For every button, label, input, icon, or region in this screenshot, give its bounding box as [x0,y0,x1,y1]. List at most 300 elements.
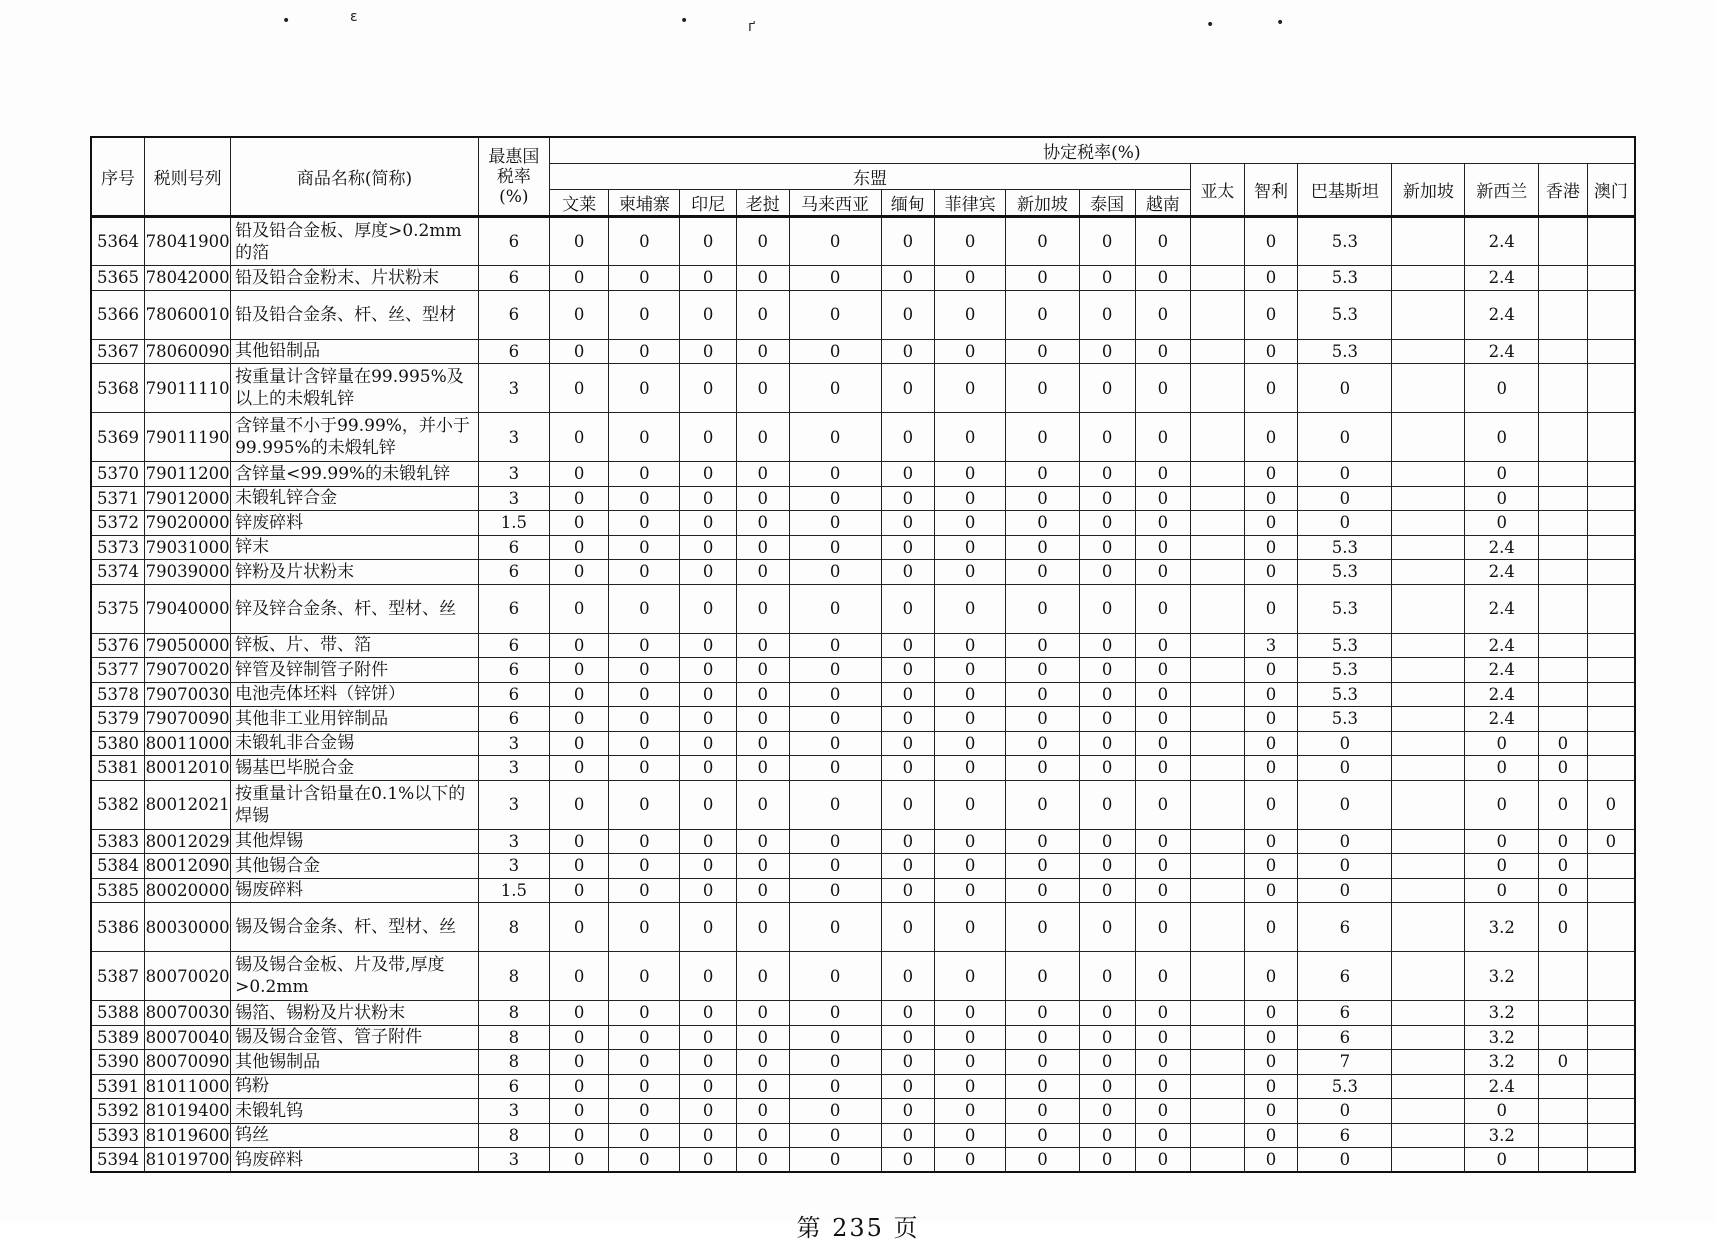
header-name: 商品名称(简称) [231,137,479,217]
cell-hk-rate [1539,462,1588,487]
header-asean: 东盟 [549,164,1190,190]
cell-seq: 5394 [91,1148,145,1173]
cell-asean-rate: 0 [1006,511,1080,536]
cell-asean-rate: 0 [549,584,609,633]
cell-asean-rate: 0 [609,1099,680,1124]
cell-name: 其他非工业用锌制品 [231,707,479,732]
cell-nz-rate: 2.4 [1465,584,1539,633]
cell-asean-rate: 0 [881,756,935,781]
cell-asean-rate: 0 [609,535,680,560]
cell-asean-rate: 0 [1006,217,1080,266]
cell-seq: 5378 [91,682,145,707]
cell-asean-rate: 0 [736,1099,789,1124]
cell-chile-rate: 0 [1244,1123,1298,1148]
cell-macao-rate [1587,339,1635,364]
cell-asean-rate: 0 [736,339,789,364]
cell-asean-rate: 0 [736,535,789,560]
cell-asean-rate: 0 [609,217,680,266]
cell-asean-rate: 0 [680,707,737,732]
cell-asean-rate: 0 [935,486,1006,511]
cell-asean-rate: 0 [789,682,881,707]
cell-asean-rate: 0 [680,756,737,781]
cell-asean-rate: 0 [549,462,609,487]
cell-asean-rate: 0 [935,1123,1006,1148]
cell-asean-rate: 0 [881,682,935,707]
cell-code: 80070040 [145,1025,231,1050]
cell-code: 78042000 [145,266,231,291]
cell-macao-rate [1587,658,1635,683]
cell-chile-rate: 0 [1244,290,1298,339]
scan-speck: • [282,13,291,29]
cell-hk-rate: 0 [1539,829,1588,854]
cell-asean-rate: 0 [549,290,609,339]
cell-asean-rate: 0 [609,878,680,903]
cell-chile-rate: 0 [1244,511,1298,536]
cell-code: 80012029 [145,829,231,854]
cell-asean-rate: 0 [1135,682,1191,707]
cell-apta-rate [1191,780,1245,829]
cell-asean-rate: 0 [549,413,609,462]
cell-seq: 5389 [91,1025,145,1050]
cell-asean-rate: 0 [789,339,881,364]
cell-nz-rate: 3.2 [1465,1050,1539,1075]
cell-asean-rate: 0 [736,952,789,1001]
cell-apta-rate [1191,1025,1245,1050]
cell-asean-rate: 0 [1135,364,1191,413]
cell-asean-rate: 0 [736,756,789,781]
cell-asean-rate: 0 [1079,1025,1135,1050]
cell-asean-rate: 0 [1006,1074,1080,1099]
cell-asean-rate: 0 [680,339,737,364]
cell-chile-rate: 0 [1244,413,1298,462]
cell-nz-rate: 0 [1465,731,1539,756]
header-partner: 澳门 [1587,164,1635,217]
cell-seq: 5383 [91,829,145,854]
cell-chile-rate: 0 [1244,364,1298,413]
cell-asean-rate: 0 [1135,266,1191,291]
cell-asean-rate: 0 [789,462,881,487]
cell-singapore-rate [1392,756,1465,781]
cell-asean-rate: 0 [881,658,935,683]
cell-apta-rate [1191,290,1245,339]
cell-mfn: 8 [478,1025,549,1050]
cell-asean-rate: 0 [789,1123,881,1148]
cell-name: 锌末 [231,535,479,560]
cell-name: 其他锡合金 [231,854,479,879]
header-asean-member: 柬埔寨 [609,190,680,217]
cell-asean-rate: 0 [680,560,737,585]
cell-asean-rate: 0 [736,1001,789,1026]
cell-asean-rate: 0 [549,339,609,364]
cell-asean-rate: 0 [1079,486,1135,511]
cell-asean-rate: 0 [680,1025,737,1050]
cell-code: 79011190 [145,413,231,462]
cell-asean-rate: 0 [549,266,609,291]
cell-asean-rate: 0 [935,266,1006,291]
cell-code: 79050000 [145,633,231,658]
cell-chile-rate: 0 [1244,731,1298,756]
table-row [91,682,1635,707]
cell-asean-rate: 0 [881,339,935,364]
cell-asean-rate: 0 [680,854,737,879]
cell-asean-rate: 0 [935,731,1006,756]
cell-hk-rate: 0 [1539,1050,1588,1075]
cell-nz-rate: 0 [1465,462,1539,487]
cell-asean-rate: 0 [1135,217,1191,266]
cell-asean-rate: 0 [881,486,935,511]
cell-nz-rate: 2.4 [1465,535,1539,560]
cell-chile-rate: 0 [1244,707,1298,732]
cell-asean-rate: 0 [881,731,935,756]
cell-mfn: 1.5 [478,511,549,536]
cell-nz-rate: 2.4 [1465,266,1539,291]
scan-speck: • [1276,15,1285,31]
cell-asean-rate: 0 [549,1025,609,1050]
table-row [91,1148,1635,1173]
cell-chile-rate: 3 [1244,633,1298,658]
cell-asean-rate: 0 [789,584,881,633]
cell-macao-rate [1587,1001,1635,1026]
cell-chile-rate: 0 [1244,903,1298,952]
cell-asean-rate: 0 [736,1050,789,1075]
cell-macao-rate [1587,1099,1635,1124]
table-row [91,1123,1635,1148]
cell-pakistan-rate: 5.3 [1298,266,1392,291]
cell-apta-rate [1191,462,1245,487]
cell-name: 锌管及锌制管子附件 [231,658,479,683]
cell-asean-rate: 0 [881,413,935,462]
cell-apta-rate [1191,364,1245,413]
cell-asean-rate: 0 [609,560,680,585]
cell-seq: 5393 [91,1123,145,1148]
table-row [91,535,1635,560]
cell-hk-rate [1539,1099,1588,1124]
header-mfn: 最惠国 税率 (%) [478,137,549,217]
cell-nz-rate: 2.4 [1465,1074,1539,1099]
cell-macao-rate [1587,486,1635,511]
cell-asean-rate: 0 [881,854,935,879]
cell-hk-rate [1539,560,1588,585]
table-row [91,413,1635,462]
cell-seq: 5379 [91,707,145,732]
cell-hk-rate [1539,535,1588,560]
cell-pakistan-rate: 0 [1298,756,1392,781]
cell-hk-rate [1539,633,1588,658]
table-row [91,217,1635,266]
cell-asean-rate: 0 [1135,903,1191,952]
cell-asean-rate: 0 [935,290,1006,339]
cell-chile-rate: 0 [1244,462,1298,487]
cell-seq: 5390 [91,1050,145,1075]
cell-asean-rate: 0 [549,731,609,756]
header-asean-member: 新加坡 [1006,190,1080,217]
cell-asean-rate: 0 [1006,952,1080,1001]
cell-asean-rate: 0 [935,511,1006,536]
cell-asean-rate: 0 [1135,511,1191,536]
cell-pakistan-rate: 6 [1298,1123,1392,1148]
cell-seq: 5367 [91,339,145,364]
cell-asean-rate: 0 [789,1050,881,1075]
cell-singapore-rate [1392,707,1465,732]
cell-asean-rate: 0 [680,486,737,511]
cell-apta-rate [1191,1148,1245,1173]
cell-code: 81019600 [145,1123,231,1148]
cell-pakistan-rate: 5.3 [1298,290,1392,339]
cell-hk-rate [1539,1148,1588,1173]
cell-asean-rate: 0 [736,829,789,854]
cell-asean-rate: 0 [1079,633,1135,658]
cell-asean-rate: 0 [789,633,881,658]
cell-asean-rate: 0 [609,633,680,658]
cell-singapore-rate [1392,854,1465,879]
cell-nz-rate: 2.4 [1465,707,1539,732]
table-row [91,290,1635,339]
cell-macao-rate [1587,584,1635,633]
cell-chile-rate: 0 [1244,486,1298,511]
cell-pakistan-rate: 5.3 [1298,658,1392,683]
cell-asean-rate: 0 [736,878,789,903]
cell-chile-rate: 0 [1244,780,1298,829]
cell-macao-rate: 0 [1587,829,1635,854]
cell-asean-rate: 0 [1006,903,1080,952]
cell-apta-rate [1191,1001,1245,1026]
cell-pakistan-rate: 7 [1298,1050,1392,1075]
cell-asean-rate: 0 [1006,290,1080,339]
cell-asean-rate: 0 [549,952,609,1001]
cell-asean-rate: 0 [1079,413,1135,462]
cell-name: 按重量计含锌量在99.995%及以上的未煅轧锌 [231,364,479,413]
cell-asean-rate: 0 [1006,780,1080,829]
cell-seq: 5388 [91,1001,145,1026]
cell-hk-rate [1539,1074,1588,1099]
cell-asean-rate: 0 [736,1074,789,1099]
cell-seq: 5365 [91,266,145,291]
cell-code: 78060010 [145,290,231,339]
cell-macao-rate [1587,511,1635,536]
cell-asean-rate: 0 [680,1123,737,1148]
cell-name: 锌废碎料 [231,511,479,536]
cell-asean-rate: 0 [549,780,609,829]
cell-asean-rate: 0 [1135,756,1191,781]
cell-asean-rate: 0 [789,560,881,585]
cell-nz-rate: 2.4 [1465,658,1539,683]
table-row [91,462,1635,487]
table-row [91,266,1635,291]
cell-asean-rate: 0 [1135,1025,1191,1050]
cell-asean-rate: 0 [1135,535,1191,560]
cell-asean-rate: 0 [736,707,789,732]
cell-name: 锡废碎料 [231,878,479,903]
cell-mfn: 8 [478,1123,549,1148]
cell-seq: 5364 [91,217,145,266]
cell-asean-rate: 0 [789,903,881,952]
cell-asean-rate: 0 [881,266,935,291]
cell-asean-rate: 0 [935,1001,1006,1026]
cell-asean-rate: 0 [1006,682,1080,707]
cell-macao-rate [1587,535,1635,560]
cell-asean-rate: 0 [789,1001,881,1026]
cell-hk-rate [1539,290,1588,339]
cell-asean-rate: 0 [1006,560,1080,585]
cell-asean-rate: 0 [680,290,737,339]
cell-asean-rate: 0 [549,1074,609,1099]
cell-name: 锡及锡合金条、杆、型材、丝 [231,903,479,952]
cell-chile-rate: 0 [1244,658,1298,683]
table-row [91,1001,1635,1026]
cell-asean-rate: 0 [680,903,737,952]
cell-asean-rate: 0 [1079,217,1135,266]
cell-hk-rate: 0 [1539,780,1588,829]
cell-mfn: 6 [478,560,549,585]
cell-macao-rate [1587,682,1635,707]
cell-singapore-rate [1392,364,1465,413]
cell-asean-rate: 0 [881,1099,935,1124]
cell-asean-rate: 0 [881,584,935,633]
cell-apta-rate [1191,1123,1245,1148]
cell-code: 79040000 [145,584,231,633]
cell-asean-rate: 0 [789,1074,881,1099]
cell-asean-rate: 0 [1006,413,1080,462]
cell-singapore-rate [1392,878,1465,903]
cell-asean-rate: 0 [736,486,789,511]
header-asean-member: 泰国 [1079,190,1135,217]
cell-asean-rate: 0 [1079,878,1135,903]
cell-name: 钨废碎料 [231,1148,479,1173]
cell-pakistan-rate: 0 [1298,731,1392,756]
cell-asean-rate: 0 [1079,903,1135,952]
cell-asean-rate: 0 [680,535,737,560]
cell-name: 锡箔、锡粉及片状粉末 [231,1001,479,1026]
cell-mfn: 1.5 [478,878,549,903]
cell-code: 79031000 [145,535,231,560]
cell-apta-rate [1191,1099,1245,1124]
scan-speck: • [1206,17,1215,33]
cell-hk-rate [1539,584,1588,633]
cell-asean-rate: 0 [881,878,935,903]
table-body [91,217,1635,1173]
cell-seq: 5386 [91,903,145,952]
cell-asean-rate: 0 [881,633,935,658]
cell-apta-rate [1191,486,1245,511]
cell-pakistan-rate: 0 [1298,486,1392,511]
cell-asean-rate: 0 [609,854,680,879]
cell-asean-rate: 0 [1079,1001,1135,1026]
header-partner: 亚太 [1191,164,1245,217]
cell-asean-rate: 0 [680,780,737,829]
cell-asean-rate: 0 [1079,682,1135,707]
cell-asean-rate: 0 [680,364,737,413]
cell-apta-rate [1191,560,1245,585]
table-row [91,731,1635,756]
cell-macao-rate [1587,1050,1635,1075]
cell-code: 80012010 [145,756,231,781]
cell-asean-rate: 0 [789,952,881,1001]
cell-asean-rate: 0 [609,1148,680,1173]
table-row [91,707,1635,732]
cell-nz-rate: 2.4 [1465,682,1539,707]
cell-asean-rate: 0 [1135,780,1191,829]
cell-pakistan-rate: 0 [1298,878,1392,903]
cell-pakistan-rate: 5.3 [1298,682,1392,707]
cell-chile-rate: 0 [1244,1050,1298,1075]
cell-asean-rate: 0 [736,1025,789,1050]
cell-asean-rate: 0 [1006,1001,1080,1026]
cell-asean-rate: 0 [1006,1025,1080,1050]
cell-mfn: 8 [478,1001,549,1026]
cell-pakistan-rate: 5.3 [1298,584,1392,633]
cell-seq: 5370 [91,462,145,487]
cell-asean-rate: 0 [549,756,609,781]
cell-asean-rate: 0 [680,1148,737,1173]
cell-pakistan-rate: 5.3 [1298,633,1392,658]
table-row [91,633,1635,658]
cell-asean-rate: 0 [1135,731,1191,756]
cell-asean-rate: 0 [1006,878,1080,903]
cell-singapore-rate [1392,731,1465,756]
cell-asean-rate: 0 [789,780,881,829]
cell-pakistan-rate: 0 [1298,780,1392,829]
table-row [91,339,1635,364]
cell-asean-rate: 0 [935,364,1006,413]
cell-mfn: 3 [478,1099,549,1124]
cell-code: 79070020 [145,658,231,683]
cell-apta-rate [1191,266,1245,291]
cell-seq: 5392 [91,1099,145,1124]
cell-nz-rate: 0 [1465,1148,1539,1173]
cell-nz-rate: 3.2 [1465,1025,1539,1050]
cell-hk-rate [1539,413,1588,462]
cell-asean-rate: 0 [1006,1123,1080,1148]
cell-asean-rate: 0 [736,511,789,536]
cell-asean-rate: 0 [881,1123,935,1148]
header-asean-member: 缅甸 [881,190,935,217]
cell-mfn: 6 [478,682,549,707]
table-row [91,903,1635,952]
table-row [91,1050,1635,1075]
cell-asean-rate: 0 [789,217,881,266]
cell-asean-rate: 0 [609,364,680,413]
cell-name: 锡及锡合金管、管子附件 [231,1025,479,1050]
cell-asean-rate: 0 [549,903,609,952]
cell-code: 81019700 [145,1148,231,1173]
cell-asean-rate: 0 [609,658,680,683]
cell-apta-rate [1191,511,1245,536]
cell-asean-rate: 0 [609,1123,680,1148]
cell-asean-rate: 0 [1079,756,1135,781]
cell-asean-rate: 0 [1079,290,1135,339]
cell-hk-rate [1539,1001,1588,1026]
cell-asean-rate: 0 [1006,829,1080,854]
cell-nz-rate: 3.2 [1465,903,1539,952]
cell-code: 81019400 [145,1099,231,1124]
cell-chile-rate: 0 [1244,1074,1298,1099]
cell-name: 其他焊锡 [231,829,479,854]
cell-nz-rate: 3.2 [1465,952,1539,1001]
cell-asean-rate: 0 [609,682,680,707]
cell-singapore-rate [1392,682,1465,707]
cell-asean-rate: 0 [1135,952,1191,1001]
cell-asean-rate: 0 [1135,854,1191,879]
cell-nz-rate: 0 [1465,413,1539,462]
cell-pakistan-rate: 6 [1298,903,1392,952]
cell-chile-rate: 0 [1244,217,1298,266]
cell-asean-rate: 0 [881,1148,935,1173]
cell-singapore-rate [1392,780,1465,829]
cell-pakistan-rate: 0 [1298,854,1392,879]
cell-macao-rate [1587,560,1635,585]
table-row [91,486,1635,511]
cell-asean-rate: 0 [1079,339,1135,364]
